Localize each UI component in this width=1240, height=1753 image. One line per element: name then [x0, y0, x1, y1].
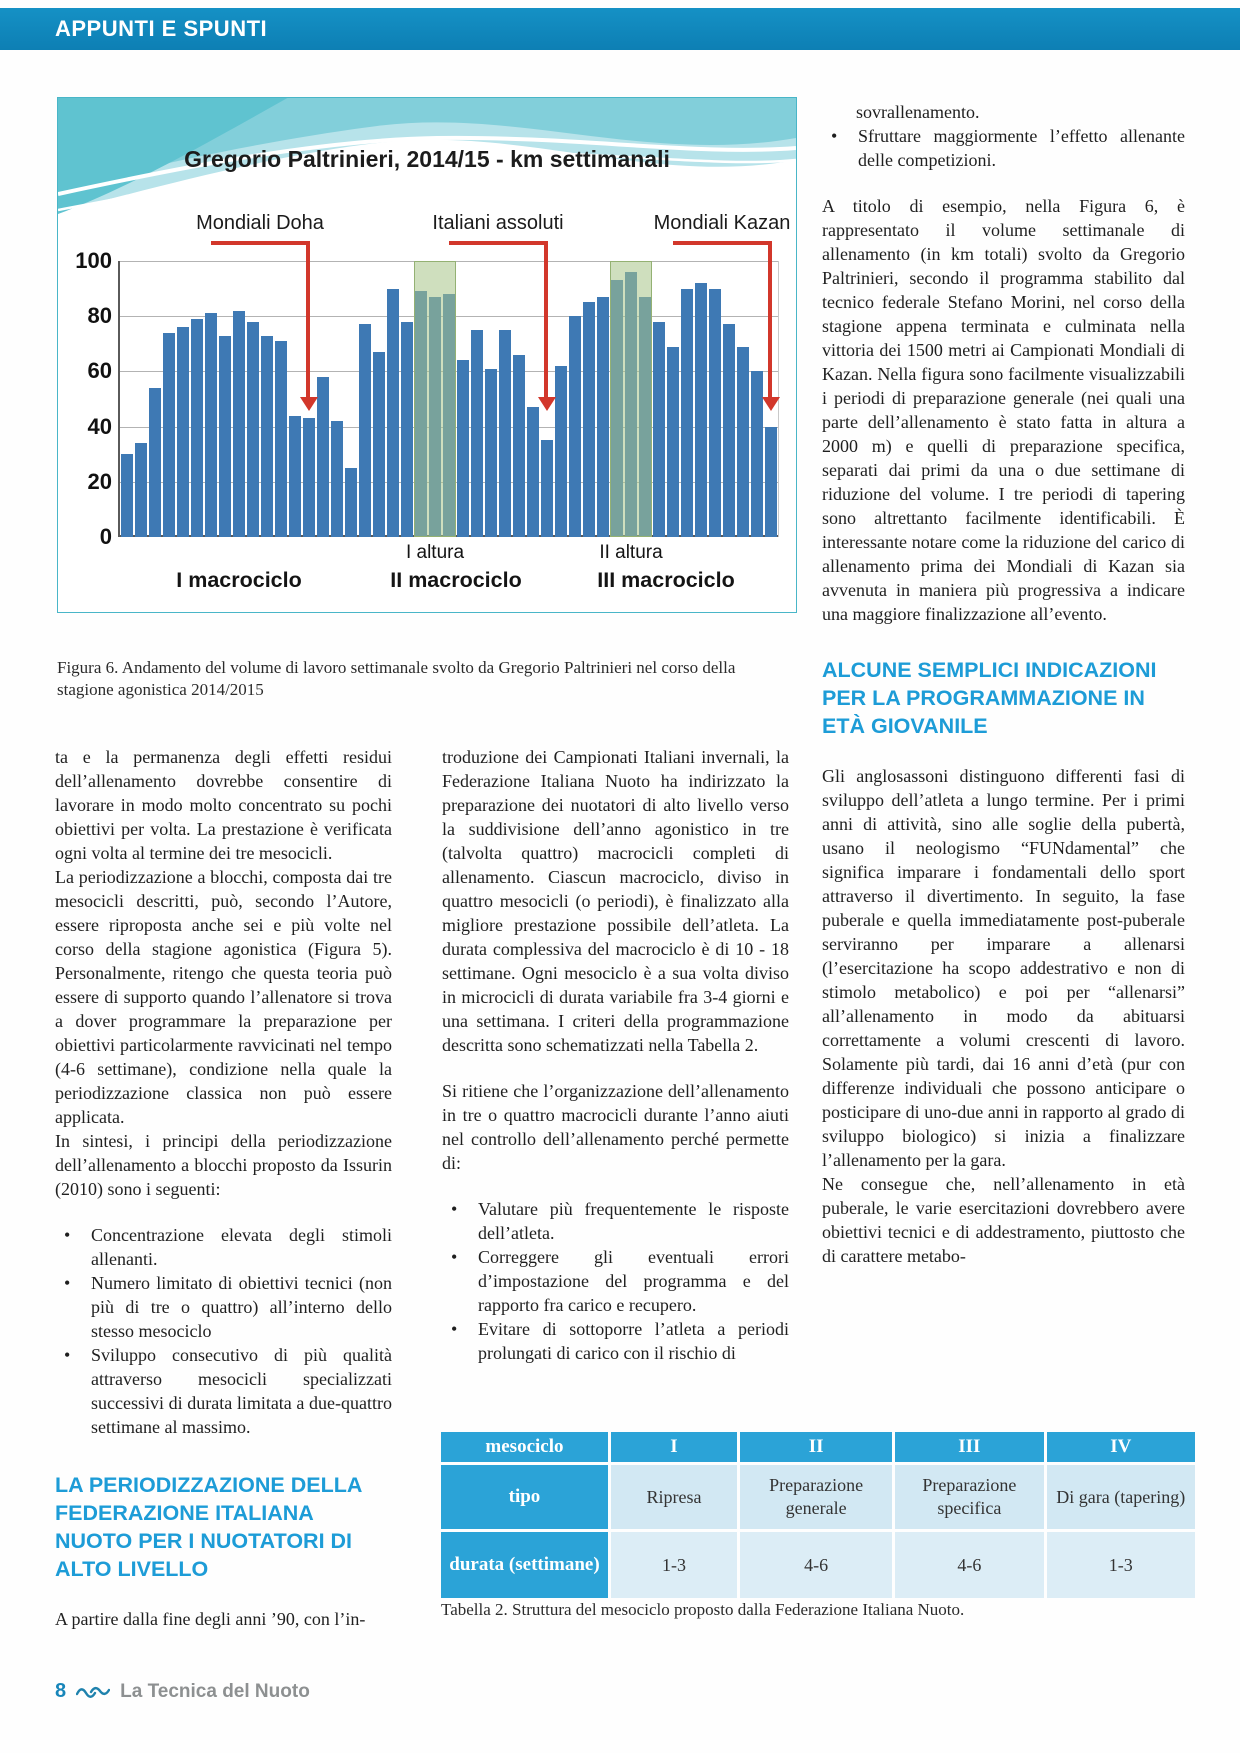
weekly-volume-bar	[709, 289, 721, 537]
annotation-line	[211, 241, 309, 245]
weekly-volume-bar	[359, 324, 371, 537]
event-annotation-label: Mondiali Doha	[196, 212, 324, 234]
weekly-volume-bar	[569, 316, 581, 537]
weekly-volume-bar	[723, 324, 735, 537]
body-paragraph: In sintesi, i principi della periodizzazione dell’allenamento a blocchi proposto da Issurin (2010) sono i seguenti:	[55, 1131, 392, 1199]
event-annotation-label: Italiani assoluti	[432, 212, 564, 234]
macrocycle-label: III macrociclo	[597, 568, 735, 592]
section-heading: LA PERIODIZZAZIONE DELLA FEDERAZIONE ITALIANA NUOTO PER I NUOTATORI DI ALTO LIVELLO	[55, 1473, 362, 1581]
weekly-volume-bar	[639, 297, 651, 537]
weekly-volume-bar	[527, 407, 539, 537]
table-data-cell: Di gara (tapering)	[1047, 1465, 1195, 1529]
weekly-volume-bar	[429, 297, 441, 537]
page-number: 8	[55, 1680, 67, 1702]
text-column-left	[55, 745, 392, 1631]
wave-logo-icon	[76, 1685, 110, 1699]
y-axis-line	[118, 261, 120, 537]
y-axis-tick-label: 60	[87, 358, 112, 384]
annotation-line	[768, 241, 772, 397]
weekly-volume-bar	[135, 443, 147, 537]
weekly-volume-bar	[667, 347, 679, 537]
section-heading: ALCUNE SEMPLICI INDICAZIONI PER LA PROGRAMMAZIONE IN ETÀ GIOVANILE	[822, 658, 1157, 738]
weekly-volume-bar	[597, 297, 609, 537]
weekly-volume-bar	[317, 377, 329, 537]
bullet-item: • Valutare più frequentemente le risposte dell’atleta.	[442, 1197, 789, 1245]
weekly-volume-bar	[345, 468, 357, 537]
weekly-volume-bar	[653, 322, 665, 537]
body-paragraph: Si ritiene che l’organizzazione dell’allenamento in tre o quattro macrocicli durante l’anno aiuti nel controllo dell’allenamento perché permette di:	[442, 1081, 789, 1173]
magazine-name: La Tecnica del Nuoto	[120, 1680, 310, 1702]
table-data-cell: 4-6	[895, 1532, 1043, 1598]
bullet-item: • Correggere gli eventuali errori d’impostazione del programma e del rapporto fra carico e recupero.	[442, 1245, 789, 1317]
body-paragraph: A titolo di esempio, nella Figura 6, è rappresentato il volume settimanale di allenamento (in km totali) svolto da Gregorio Paltrinieri, secondo il programma stabilito dal tecnico federale Stefano Morini, nel corso della stagione appena terminata e culminata nella vittoria dei 1500 metri ai Campionati Mondiali di Kazan. Nella figura sono facilmente visualizzabili i periodi di preparazione generale (nei quali una parte dell’allenamento è stato fatta in altura a 2000 m) e quelli di preparazione specifica, separati dai primi da una o due settimane di riduzione del volume. I tre periodi di tapering sono altrettanto facilmente identificabili. È interessante notare come la riduzione del carico di allenamento prima dei Mondiali di Kazan sia avvenuta in maniera più progressiva a indicare una maggiore finalizzazione all’evento.	[822, 196, 1185, 624]
table-data-cell: Preparazione generale	[740, 1465, 892, 1529]
weekly-volume-bar	[247, 322, 259, 537]
table-column-header: I	[611, 1432, 737, 1462]
text-column-right	[822, 100, 1185, 1414]
weekly-volume-bar	[555, 366, 567, 537]
weekly-volume-bar	[373, 352, 385, 537]
table-data-cell: Ripresa	[611, 1465, 737, 1529]
weekly-volume-bar	[275, 341, 287, 537]
y-axis-tick-label: 20	[87, 468, 112, 494]
section-banner-title: APPUNTI E SPUNTI	[55, 16, 268, 41]
weekly-volume-bar	[163, 333, 175, 537]
body-paragraph: ta e la permanenza degli effetti residui dell’allenamento dovrebbe consentire di lavorare in modo molto concentrato su pochi obiettivi per volta. La prestazione è verificata ogni volta al termine dei tre mesocicli.	[55, 747, 392, 863]
body-paragraph: Ne consegue che, nell’allenamento in età puberale, le varie esercitazioni dovrebbero avere obiettivi tecnici e di addestramento, piuttosto che di carattere metabo-	[822, 1174, 1185, 1266]
annotation-line	[449, 241, 547, 245]
body-paragraph: troduzione dei Campionati Italiani invernali, la Federazione Italiana Nuoto ha indirizzato la preparazione dei nuotatori di alto livello verso la suddivisione dell’anno agonistico in tre (talvolta quattro) macrocicli completi di allenamento. Ciascun macrociclo, diviso in quattro mesocicli (o periodi), è finalizzato alla migliore prestazione possibile dell’atleta. La durata complessiva del macrociclo è di 10 - 18 settimane. Ogni mesociclo è a sua volta diviso in microcicli di durata variabile fra 3-4 giorni e una settimana. I criteri della programmazione descritta sono schematizzati nella Tabella 2.	[442, 747, 789, 1055]
chart-plot-area	[120, 261, 778, 537]
weekly-volume-bar	[191, 319, 203, 537]
weekly-volume-bar	[261, 336, 273, 537]
table-data-cell: 1-3	[1047, 1532, 1195, 1598]
weekly-volume-bar	[233, 311, 245, 537]
altitude-period-label: I altura	[405, 542, 465, 563]
altitude-period-label: II altura	[599, 542, 663, 563]
table-column-header: IV	[1047, 1432, 1195, 1462]
weekly-volume-bar	[443, 294, 455, 537]
weekly-volume-bar	[737, 347, 749, 537]
weekly-volume-bar	[331, 421, 343, 537]
table-corner-header: mesociclo	[441, 1432, 608, 1462]
weekly-volume-bar	[695, 283, 707, 537]
macrocycle-label: I macrociclo	[176, 568, 302, 592]
table-row-label: tipo	[441, 1465, 608, 1529]
annotation-arrow-icon	[538, 397, 556, 411]
mesocycle-table	[441, 1432, 1186, 1598]
bullet-item: • Concentrazione elevata degli stimoli allenanti.	[55, 1223, 392, 1271]
weekly-volume-bar	[681, 289, 693, 537]
bullet-list	[55, 1223, 392, 1439]
bullet-item: • Sfruttare maggiormente l’effetto allenante delle competizioni.	[822, 124, 1185, 172]
weekly-volume-bar	[485, 369, 497, 537]
body-paragraph: A partire dalla fine degli anni ’90, con l’in-	[55, 1609, 366, 1629]
section-banner	[0, 8, 1240, 50]
table-data-cell: 1-3	[611, 1532, 737, 1598]
weekly-volume-bar	[219, 336, 231, 537]
weekly-volume-bar	[541, 440, 553, 537]
table-data-cell: Preparazione specifica	[895, 1465, 1043, 1529]
bullet-item: • Numero limitato di obiettivi tecnici (non più di tre o quattro) all’interno dello stesso mesociclo	[55, 1271, 392, 1343]
y-axis-tick-label: 80	[87, 303, 112, 329]
weekly-volume-bar	[387, 289, 399, 537]
weekly-volume-bar	[121, 454, 133, 537]
weekly-volume-bar	[583, 302, 595, 537]
annotation-arrow-icon	[762, 397, 780, 411]
weekly-volume-bar	[289, 416, 301, 537]
weekly-volume-bar	[765, 427, 777, 537]
y-axis-tick-label: 0	[99, 524, 112, 549]
bullet-list	[822, 124, 1185, 172]
macrocycle-label: II macrociclo	[390, 568, 522, 592]
y-axis-tick-label: 100	[75, 248, 112, 273]
weekly-volume-bar	[205, 313, 217, 537]
annotation-arrow-icon	[300, 397, 318, 411]
figure-caption: Figura 6. Andamento del volume di lavoro settimanale svolto da Gregorio Paltrinieri nel corso della stagione agonistica 2014/2015	[57, 658, 736, 699]
text-column-middle	[442, 745, 789, 1410]
table-row-label: durata (settimane)	[441, 1532, 608, 1598]
page-footer	[55, 1680, 310, 1703]
weekly-volume-bar	[471, 330, 483, 537]
bullet-item: • Evitare di sottoporre l’atleta a periodi prolungati di carico con il rischio di	[442, 1317, 789, 1365]
annotation-line	[544, 241, 548, 397]
chart-title: Gregorio Paltrinieri, 2014/15 - km settimanali	[184, 146, 670, 172]
body-paragraph: sovrallenamento.	[856, 102, 980, 122]
weekly-volume-bar	[457, 360, 469, 537]
gridline	[120, 261, 778, 262]
figure-6-chart-panel	[57, 97, 797, 613]
event-annotation-label: Mondiali Kazan	[653, 212, 791, 234]
weekly-volume-bar	[149, 388, 161, 537]
weekly-volume-bar	[415, 291, 427, 537]
y-axis-tick-label: 40	[87, 413, 112, 439]
table-data-cell: 4-6	[740, 1532, 892, 1598]
bullet-list	[442, 1197, 789, 1365]
weekly-volume-bar	[401, 322, 413, 537]
table-column-header: II	[740, 1432, 892, 1462]
weekly-volume-bar	[625, 272, 637, 537]
weekly-volume-bar	[611, 280, 623, 537]
weekly-volume-bar	[303, 418, 315, 537]
bullet-item: • Sviluppo consecutivo di più qualità attraverso mesocicli specializzati successivi di durata limitata a due-quattro settimane al massimo.	[55, 1343, 392, 1439]
body-paragraph: Gli anglosassoni distinguono differenti fasi di sviluppo dell’atleta a lungo termine. Per i primi anni di attività, sino alle soglie della pubertà, usano il neologismo “FUNdamental” che significa imparare i fondamentali dello sport attraverso il divertimento. In seguito, la fase puberale e quella immediatamente post-puberale serviranno per imparare a allenarsi (l’esercitazione ha scopo addestrativo e non di stimolo metabolico) e poi per “allenarsi” all’allenamento in modo da abituarsi correttamente a volumi crescenti di lavoro. Solamente più tardi, dai 16 anni d’età (pur con differenze individuali che possono anticipare o posticipare di uno-due anni in rapporto al grado di sviluppo biologico) si inizia a finalizzare l’allenamento per la gara.	[822, 766, 1185, 1170]
annotation-line	[306, 241, 310, 397]
body-paragraph: La periodizzazione a blocchi, composta dai tre mesocicli descritti, può, secondo l’Autore, essere riproposta anche sei e più volte nel corso della stagione agonistica (Figura 5). Personalmente, ritengo che questa teoria può essere di supporto quando l’allenatore si trova a dover programmare la preparazione per obiettivi particolarmente ravvicinati nel tempo (4-6 settimane), condizione nella quale la periodizzazione classica non può essere applicata.	[55, 867, 392, 1127]
table-column-header: III	[895, 1432, 1043, 1462]
weekly-volume-bar	[177, 327, 189, 537]
weekly-volume-bar	[499, 330, 511, 537]
annotation-line	[673, 241, 771, 245]
table-caption: Tabella 2. Struttura del mesociclo proposto dalla Federazione Italiana Nuoto.	[441, 1600, 965, 1619]
weekly-volume-bar	[513, 355, 525, 537]
